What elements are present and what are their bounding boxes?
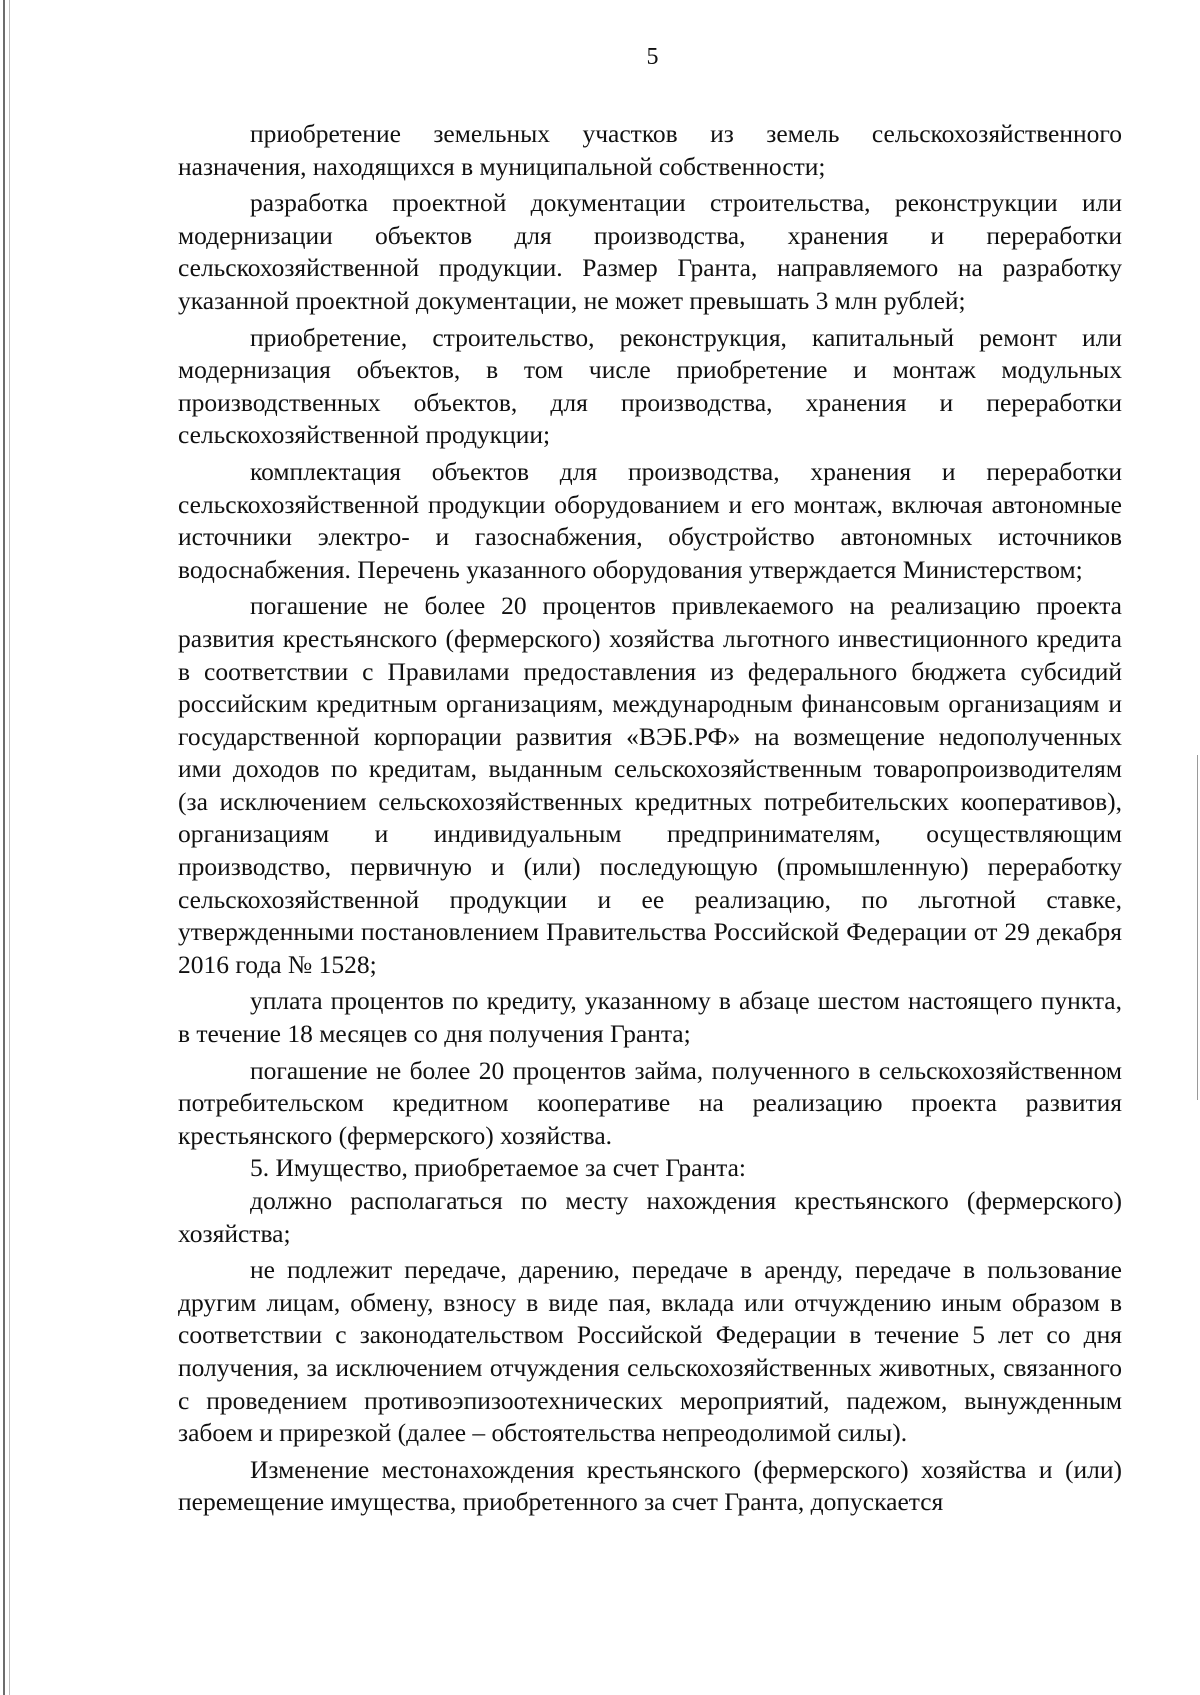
paragraph-equipment: комплектация объектов для производства, хранения и переработки сельскохозяйственной продукции оборудованием и его монтаж, включая автономные источники электро- и газоснабжения, обустройство автономных источников водоснабжения. Перечень указанного оборудования утверждается Министерством;: [178, 456, 1122, 584]
paragraph-interest-payment: уплата процентов по кредиту, указанному в абзаце шестом настоящего пункта, в течение 18 месяцев со дня получения Гранта;: [178, 986, 1122, 1049]
paragraph-loan-repayment: погашение не более 20 процентов займа, полученного в сельскохозяйственном потребительском кредитном кооперативе на реализацию проекта развития крестьянского (фермерского) хозяйства.: [178, 1055, 1122, 1150]
paragraph-transfer-restriction: не подлежит передаче, дарению, передаче в аренду, передаче в пользование другим лицам, обмену, взносу в виде пая, вклада или отчуждению иным образом в соответствии с законодательством Российской Федерации в течение 5 лет со дня получения, за исключением отчуждения сельскохозяйственных животных, связанного с проведением противоэпизоотехнических мероприятий, падежом, вынужденным забоем и прирезкой (далее – обстоятельства непреодолимой силы).: [178, 1255, 1122, 1448]
scan-edge-left: [3, 0, 5, 1695]
paragraph-location: должно располагаться по месту нахождения крестьянского (фермерского) хозяйства;: [178, 1186, 1122, 1248]
paragraph-section-5: 5. Имущество, приобретаемое за счет Гранта:: [250, 1153, 746, 1183]
scan-edge-right: [1197, 755, 1198, 1100]
page-number: 5: [646, 44, 659, 70]
paragraph-relocation: Изменение местонахождения крестьянского (фермерского) хозяйства и (или) перемещение имущества, приобретенного за счет Гранта, допускается: [178, 1454, 1122, 1517]
document-body: [178, 118, 1122, 1519]
scan-edge-left-secondary: [9, 0, 10, 1695]
paragraph-land-acquisition: приобретение земельных участков из земель сельскохозяйственного назначения, находящихся в муниципальной собственности;: [178, 119, 1122, 181]
paragraph-investment-credit: погашение не более 20 процентов привлекаемого на реализацию проекта развития крестьянского (фермерского) хозяйства льготного инвестиционного кредита в соответствии с Правилами предоставления из федерального бюджета субсидий российским кредитным организациям, международным финансовым организациям и государственной корпорации развития «ВЭБ.РФ» на возмещение недополученных ими доходов по кредитам, выданным сельскохозяйственным товаропроизводителям (за исключением сельскохозяйственных кредитных потребительских кооперативов), организациям и индивидуальным предпринимателям, осуществляющим производство, первичную и (или) последующую (промышленную) переработку сельскохозяйственной продукции и ее реализацию, по льготной ставке, утвержденными постановлением Правительства Российской Федерации от 29 декабря 2016 года № 1528;: [178, 591, 1122, 979]
paragraph-project-documentation: разработка проектной документации строительства, реконструкции или модернизации объектов для производства, хранения и переработки сельскохозяйственной продукции. Размер Гранта, направляемого на разработку указанной проектной документации, не может превышать 3 млн рублей;: [178, 188, 1122, 315]
paragraph-construction: приобретение, строительство, реконструкция, капитальный ремонт или модернизация объектов, в том числе приобретение и монтаж модульных производственных объектов, для производства, хранения и переработки сельскохозяйственной продукции;: [178, 322, 1122, 450]
